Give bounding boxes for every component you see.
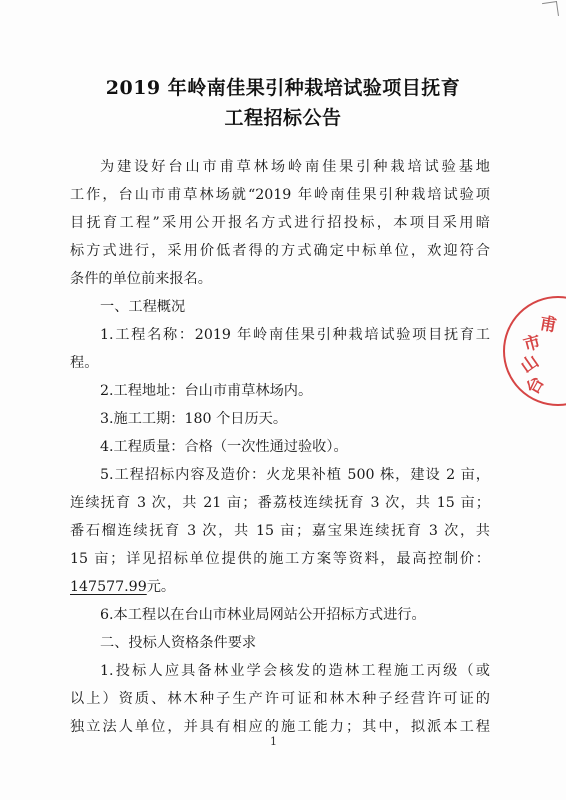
seal-char-1: 台: [522, 373, 549, 399]
req-1-line-3: 独立法人单位，并具有相应的施工能力；其中，拟派本工程: [70, 719, 490, 735]
max-price-value: 147577.99: [70, 579, 147, 595]
seal-char-4: 甫: [537, 313, 559, 337]
item-3: 3.施工工期：180 个日历天。: [100, 411, 288, 427]
intro-line-4: 标方式进行，采用价低者得的方式确定中标单位，欢迎符合: [70, 243, 490, 259]
scan-corner-mark: [542, 1, 559, 18]
max-price-suffix: 元。: [146, 579, 176, 595]
req-1-line-2: 以上）资质、林木种子生产许可证和林木种子经营许可证的: [70, 691, 490, 707]
item-1-line-1: 1.工程名称：2019 年岭南佳果引种栽培试验项目抚育工: [100, 327, 490, 343]
req-1-line-1: 1.投标人应具备林业学会核发的造林工程施工丙级（或: [100, 663, 490, 679]
intro-line-5: 条件的单位前来报名。: [70, 271, 212, 287]
page-number: 1: [270, 735, 277, 748]
item-5-line-2: 连续抚育 3 次，共 21 亩；番荔枝连续抚育 3 次，共 15 亩；: [70, 495, 490, 511]
section-2-heading: 二、投标人资格条件要求: [100, 635, 257, 651]
item-6: 6.本工程以在台山市林业局网站公开招标方式进行。: [100, 607, 426, 623]
item-5-line-5: [70, 577, 490, 597]
item-5-line-4: 15 亩；详见招标单位提供的施工方案等资料，最高控制价：: [70, 551, 490, 567]
item-4: 4.工程质量：合格（一次性通过验收）。: [100, 439, 348, 455]
title-line-1: 2019 年岭南佳果引种栽培试验项目抚育: [105, 77, 461, 99]
title-line-2: 工程招标公告: [224, 107, 342, 129]
seal-char-2: 山: [517, 351, 543, 378]
intro-line-1: 为建设好台山市甫草林场岭南佳果引种栽培试验基地: [100, 159, 490, 175]
item-1-line-2: 程。: [70, 355, 99, 371]
seal-char-3: 市: [521, 332, 543, 356]
item-5-line-1: 5.工程招标内容及造价：火龙果补植 500 株，建设 2 亩，: [100, 467, 490, 483]
item-2: 2.工程地址：台山市甫草林场内。: [100, 383, 313, 399]
intro-line-2: 工作，台山市甫草林场就“2019 年岭南佳果引种栽培试验项: [70, 187, 490, 203]
intro-line-3: 目抚育工程”采用公开报名方式进行招投标，本项目采用暗: [70, 215, 490, 231]
item-5-line-3: 番石榴连续抚育 3 次，共 15 亩；嘉宝果连续抚育 3 次，共: [70, 523, 490, 539]
section-1-heading: 一、工程概况: [100, 299, 186, 315]
